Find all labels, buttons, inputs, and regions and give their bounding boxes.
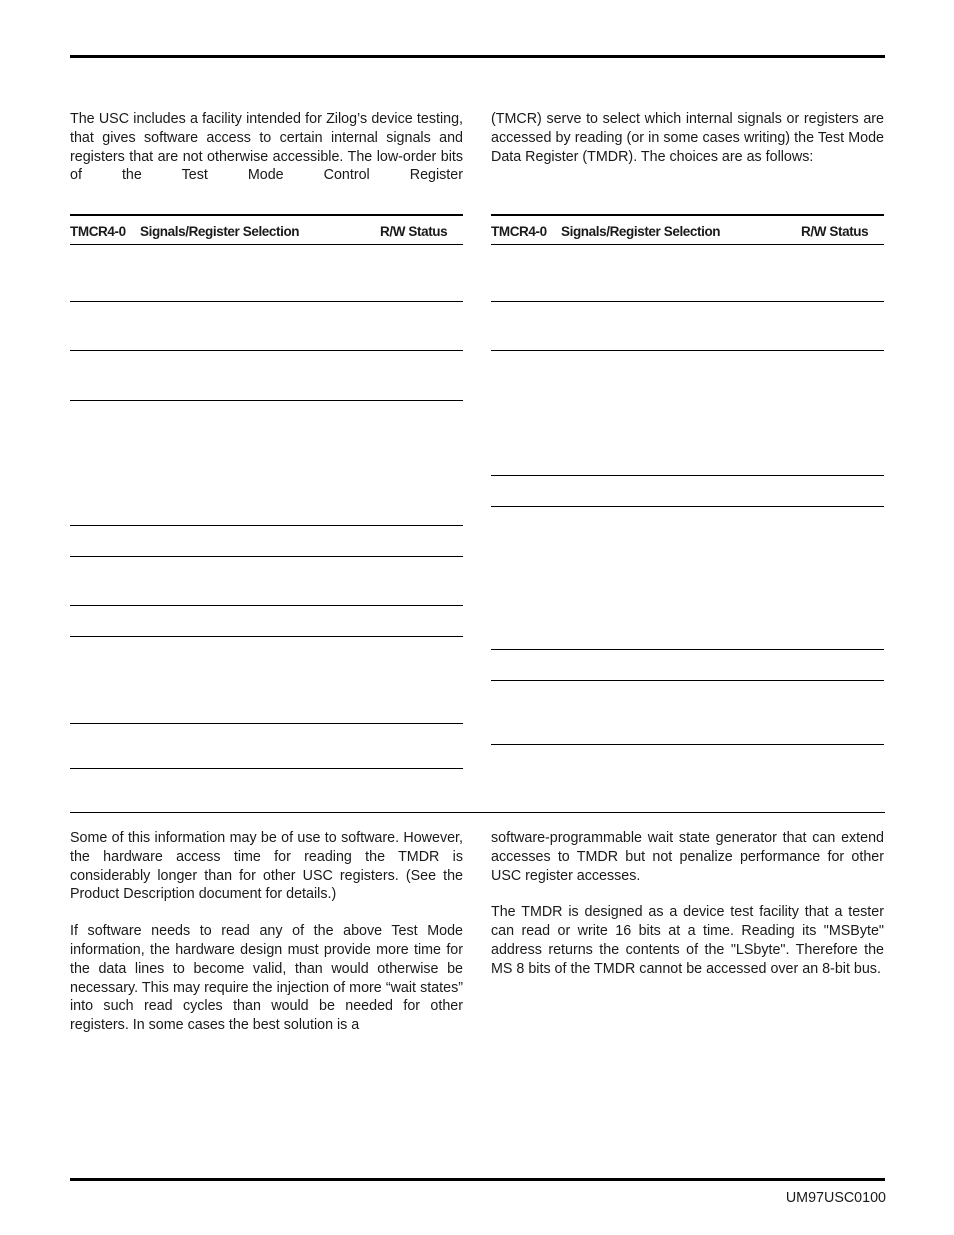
table-row xyxy=(491,506,884,507)
table-row xyxy=(70,400,463,401)
table-row xyxy=(70,605,463,606)
table-header xyxy=(70,214,463,245)
table-bottom-rule xyxy=(70,812,885,813)
table-row xyxy=(70,768,463,769)
body-paragraph: Some of this information may be of use to software. However, the hardware access time for reading the TMDR is considerably longer than for other USC registers. (See the Product Description document for details.) xyxy=(70,830,463,903)
header-tmcr: TMCR4-0 xyxy=(70,224,126,239)
table-row xyxy=(491,350,884,351)
table-row xyxy=(70,350,463,351)
table-row xyxy=(70,556,463,557)
table-row xyxy=(491,744,884,745)
body-paragraph: software-programmable wait state generator that can extend accesses to TMDR but not penalize performance for other USC register accesses. xyxy=(491,830,884,884)
table-row xyxy=(70,301,463,302)
header-selection: Signals/Register Selection xyxy=(140,224,300,239)
intro-left-column xyxy=(70,110,463,185)
tmcr-table-left xyxy=(70,214,463,245)
intro-right-column xyxy=(491,110,884,166)
document-code: UM97USC0100 xyxy=(785,1190,886,1206)
header-rule xyxy=(70,55,885,58)
intro-paragraph-left: The USC includes a facility intended for Zilog’s device testing, that gives software access to certain internal signals and registers that are not otherwise accessible. The low-order bits of the Test Mode Control Register xyxy=(70,111,463,184)
table-row xyxy=(491,680,884,681)
table-row xyxy=(70,723,463,724)
table-row xyxy=(491,475,884,476)
table-row xyxy=(491,649,884,650)
intro-paragraph-right: (TMCR) serve to select which internal signals or registers are accessed by reading (or in some cases writing) the Test Mode Data Register (TMDR). The choices are as follows: xyxy=(491,111,884,165)
table-header xyxy=(491,214,884,245)
header-selection: Signals/Register Selection xyxy=(561,224,721,239)
table-row xyxy=(491,301,884,302)
body-left-column xyxy=(70,829,463,1035)
body-paragraph: If software needs to read any of the above Test Mode information, the hardware design must provide more time for the data lines to become valid, than would otherwise be necessary. This may require the injection of more “wait states” into such read cycles than would be needed for other registers. In some cases the best solution is a xyxy=(70,923,463,1034)
header-tmcr: TMCR4-0 xyxy=(491,224,547,239)
table-row xyxy=(70,636,463,637)
header-rw-status: R/W Status xyxy=(380,224,448,239)
body-right-column xyxy=(491,829,884,979)
table-row xyxy=(70,525,463,526)
tmcr-table-right xyxy=(491,214,884,245)
body-paragraph: The TMDR is designed as a device test facility that a tester can read or write 16 bits at a time. Reading its "MSByte" address returns the contents of the "LSbyte". Therefore the MS 8 bits of the TMDR cannot be accessed over an 8-bit bus. xyxy=(491,904,884,977)
header-rw-status: R/W Status xyxy=(801,224,869,239)
footer-rule xyxy=(70,1178,885,1181)
